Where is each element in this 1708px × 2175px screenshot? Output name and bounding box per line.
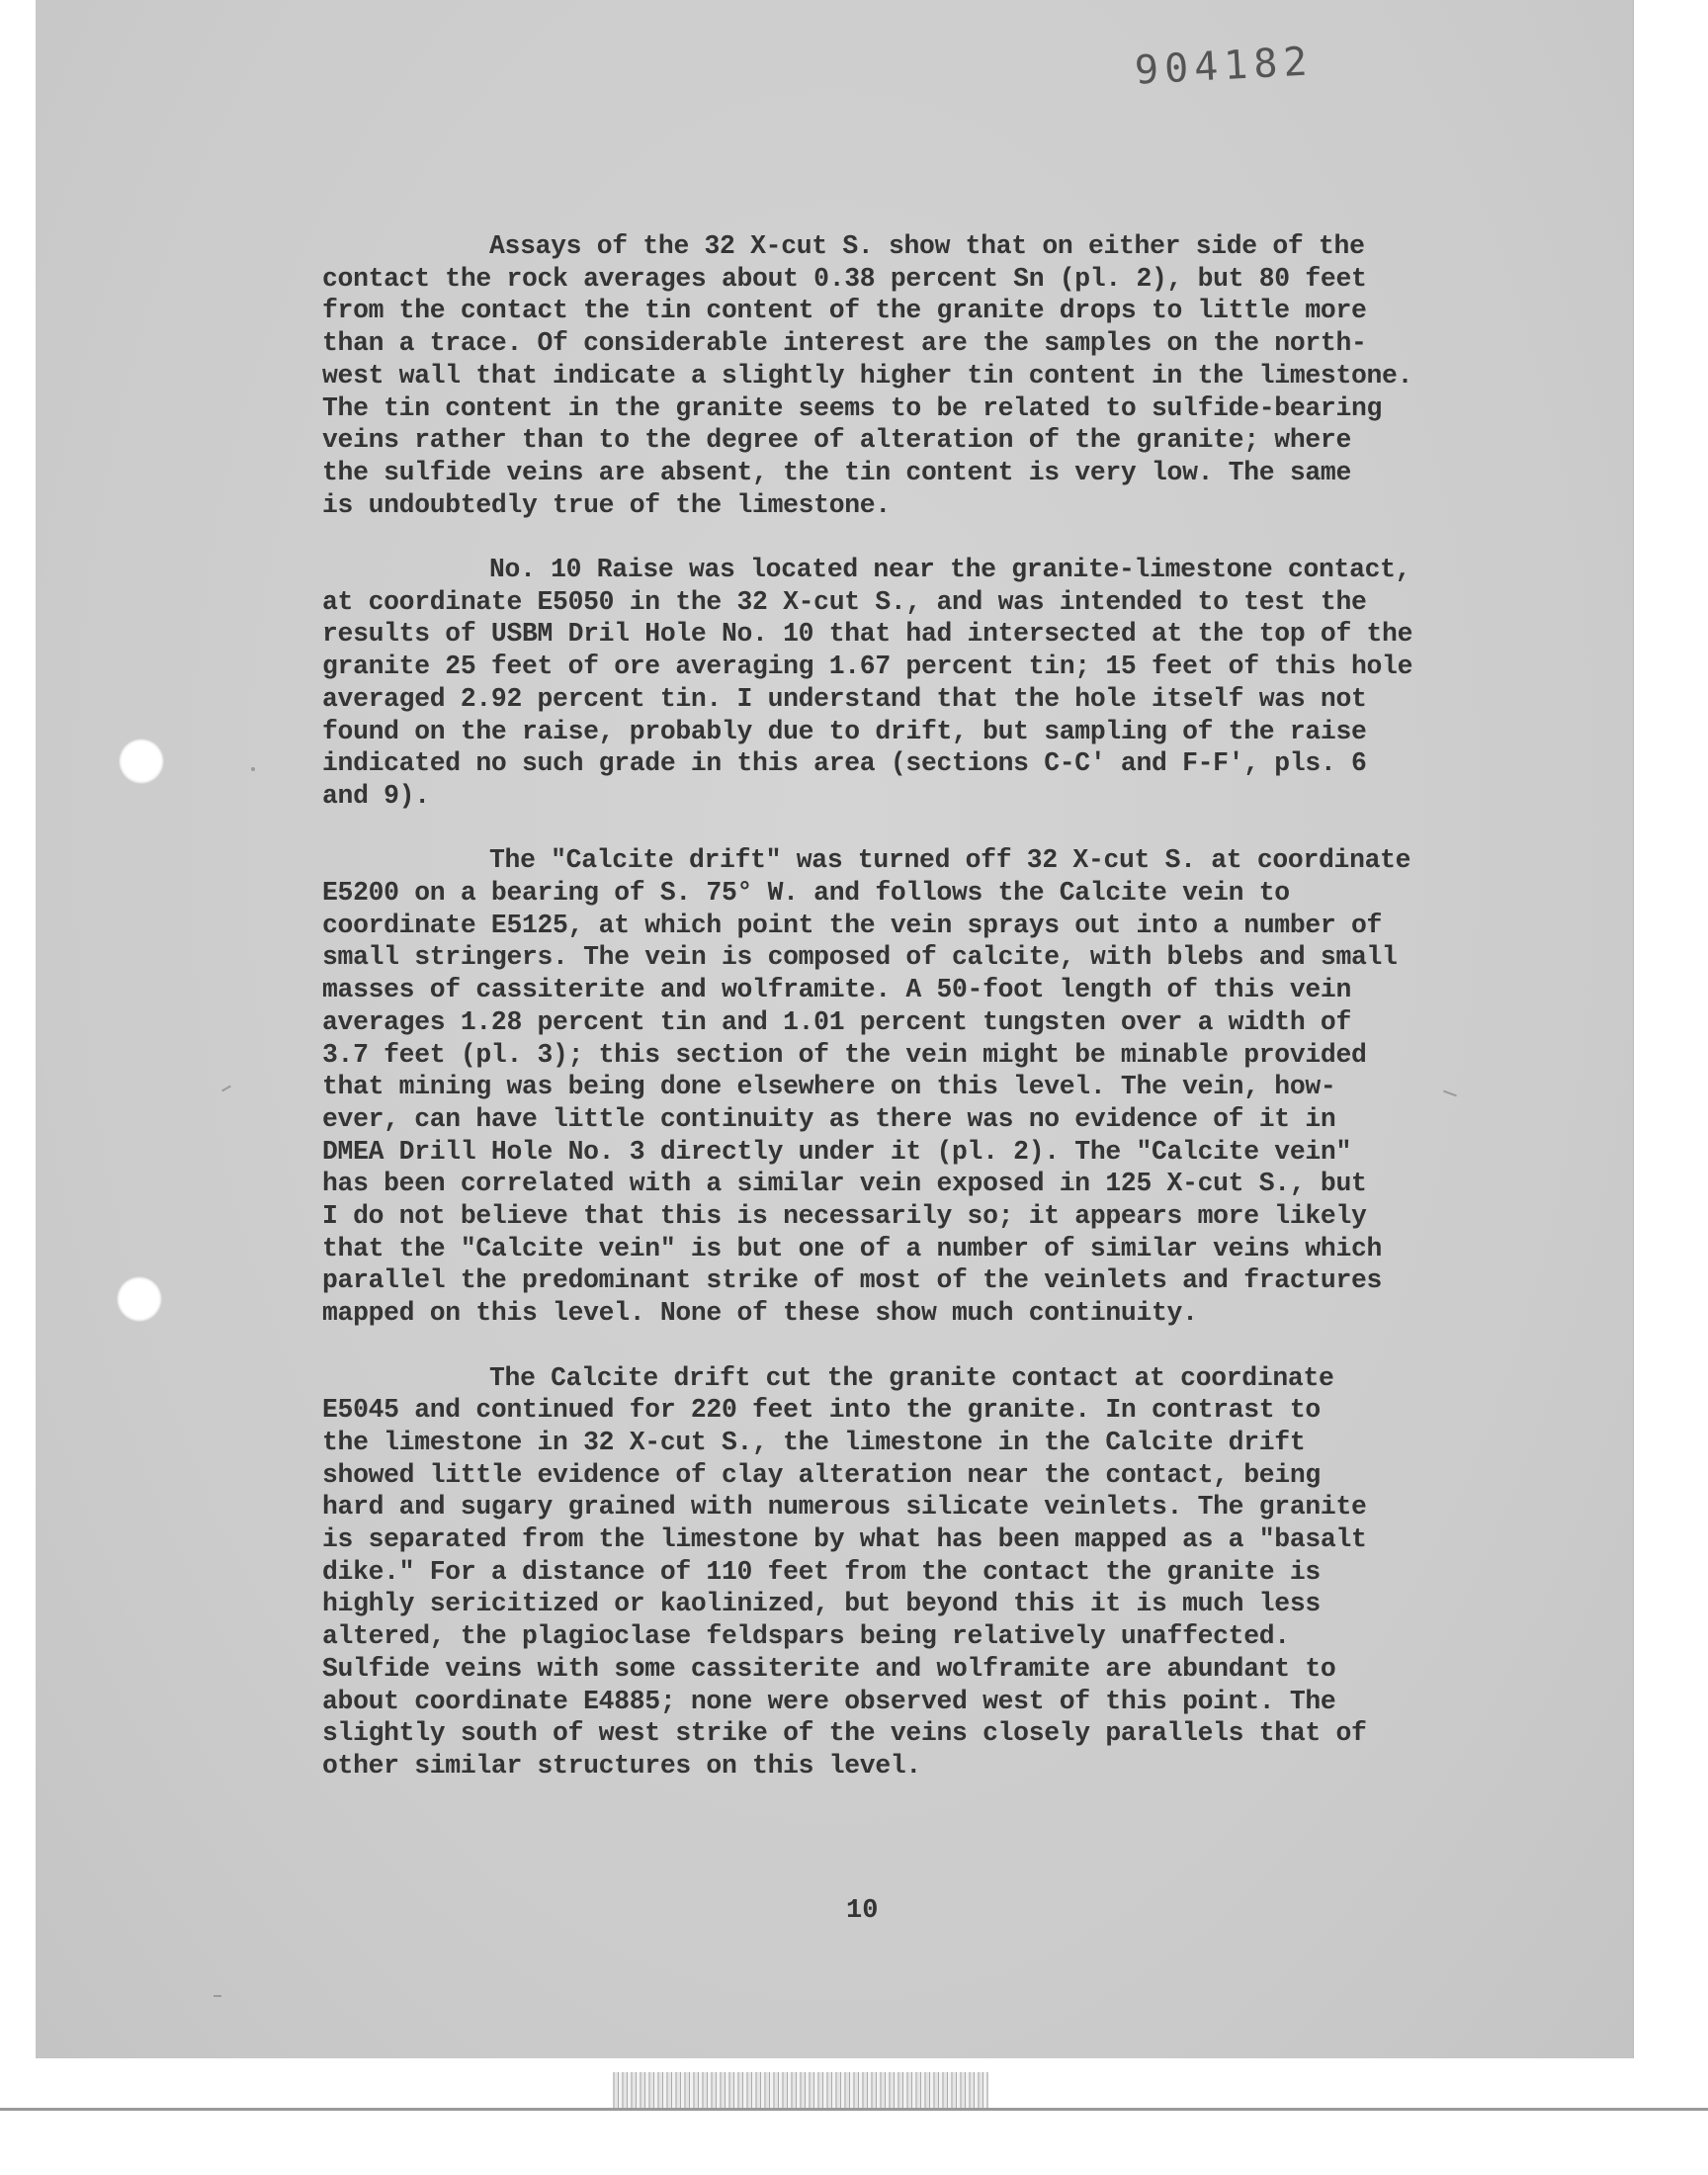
text-line: showed little evidence of clay alteration near the contact, being [322, 1459, 1321, 1490]
text-line: The tin content in the granite seems to be related to sulfide-bearing [322, 392, 1383, 423]
page-number: 10 [846, 1896, 879, 1926]
paragraph-2 [322, 554, 1528, 813]
page-edge-line [0, 2108, 1708, 2111]
text-line: Assays of the 32 X-cut S. show that on either side of the [489, 231, 1365, 261]
text-line: than a trace. Of considerable interest are the samples on the north- [322, 328, 1367, 359]
text-line: the limestone in 32 X-cut S., the limestone in the Calcite drift [322, 1427, 1306, 1457]
punch-hole [117, 1276, 162, 1322]
text-line: veins rather than to the degree of alteration of the granite; where [322, 425, 1351, 456]
text-line: mapped on this level. None of these show much continuity. [322, 1298, 1198, 1329]
text-line: contact the rock averages about 0.38 percent Sn (pl. 2), but 80 feet [322, 263, 1367, 294]
text-line: from the contact the tin content of the granite drops to little more [322, 296, 1367, 326]
text-line: highly sericitized or kaolinized, but beyond this it is much less [322, 1589, 1321, 1619]
paragraph-3 [322, 844, 1528, 1330]
text-line: DMEA Drill Hole No. 3 directly under it (pl. 2). The "Calcite vein" [322, 1136, 1351, 1167]
text-line: that mining was being done elsewhere on this level. The vein, how- [322, 1072, 1336, 1102]
paragraph-1 [322, 230, 1528, 521]
text-line: E5200 on a bearing of S. 75° W. and follows the Calcite vein to [322, 878, 1290, 909]
paragraph-4 [322, 1362, 1528, 1783]
text-line: The Calcite drift cut the granite contact at coordinate [489, 1362, 1334, 1393]
text-line: E5045 and continued for 220 feet into the granite. In contrast to [322, 1395, 1321, 1426]
text-line: about coordinate E4885; none were observed west of this point. The [322, 1686, 1336, 1716]
text-line: granite 25 feet of ore averaging 1.67 percent tin; 15 feet of this hole [322, 652, 1413, 682]
text-line: parallel the predominant strike of most of the veinlets and fractures [322, 1265, 1383, 1296]
text-line: the sulfide veins are absent, the tin content is very low. The same [322, 457, 1351, 487]
scan-speck [214, 1995, 221, 1997]
scan-speck [251, 767, 255, 771]
text-line: Sulfide veins with some cassiterite and wolframite are abundant to [322, 1653, 1336, 1684]
text-line: masses of cassiterite and wolframite. A 50-foot length of this vein [322, 975, 1351, 1005]
text-line: averages 1.28 percent tin and 1.01 percent tungsten over a width of [322, 1006, 1351, 1037]
text-line: altered, the plagioclase feldspars being relatively unaffected. [322, 1621, 1290, 1652]
text-line: The "Calcite drift" was turned off 32 X-cut S. at coordinate [489, 845, 1411, 876]
text-line: indicated no such grade in this area (sections C-C' and F-F', pls. 6 [322, 748, 1367, 779]
text-line: and 9). [322, 780, 430, 811]
document-page [36, 0, 1633, 2058]
text-line: 3.7 feet (pl. 3); this section of the vein might be minable provided [322, 1039, 1367, 1070]
text-line: averaged 2.92 percent tin. I understand that the hole itself was not [322, 683, 1367, 714]
text-line: other similar structures on this level. [322, 1751, 921, 1781]
document-body [322, 230, 1528, 1814]
scan-artifact-streak [613, 2072, 988, 2108]
text-line: hard and sugary grained with numerous silicate veinlets. The granite [322, 1492, 1367, 1522]
punch-hole [119, 739, 164, 784]
document-number: 904182 [1133, 39, 1315, 94]
text-line: small stringers. The vein is composed of calcite, with blebs and small [322, 942, 1398, 973]
text-line: that the "Calcite vein" is but one of a number of similar veins which [322, 1233, 1383, 1263]
text-line: ever, can have little continuity as there was no evidence of it in [322, 1103, 1336, 1134]
text-line: No. 10 Raise was located near the granite-limestone contact, [489, 555, 1411, 585]
text-line: results of USBM Dril Hole No. 10 that had intersected at the top of the [322, 619, 1413, 650]
text-line: dike." For a distance of 110 feet from the contact the granite is [322, 1556, 1321, 1587]
text-line: at coordinate E5050 in the 32 X-cut S., and was intended to test the [322, 586, 1367, 617]
text-line: west wall that indicate a slightly higher tin content in the limestone. [322, 360, 1413, 391]
text-line: coordinate E5125, at which point the vein sprays out into a number of [322, 910, 1383, 940]
text-line: has been correlated with a similar vein exposed in 125 X-cut S., but [322, 1169, 1367, 1199]
text-line: is separated from the limestone by what has been mapped as a "basalt [322, 1524, 1367, 1555]
text-line: found on the raise, probably due to drift, but sampling of the raise [322, 716, 1367, 746]
text-line: is undoubtedly true of the limestone. [322, 489, 891, 520]
text-line: I do not believe that this is necessarily so; it appears more likely [322, 1201, 1367, 1232]
text-line: slightly south of west strike of the veins closely parallels that of [322, 1718, 1367, 1749]
